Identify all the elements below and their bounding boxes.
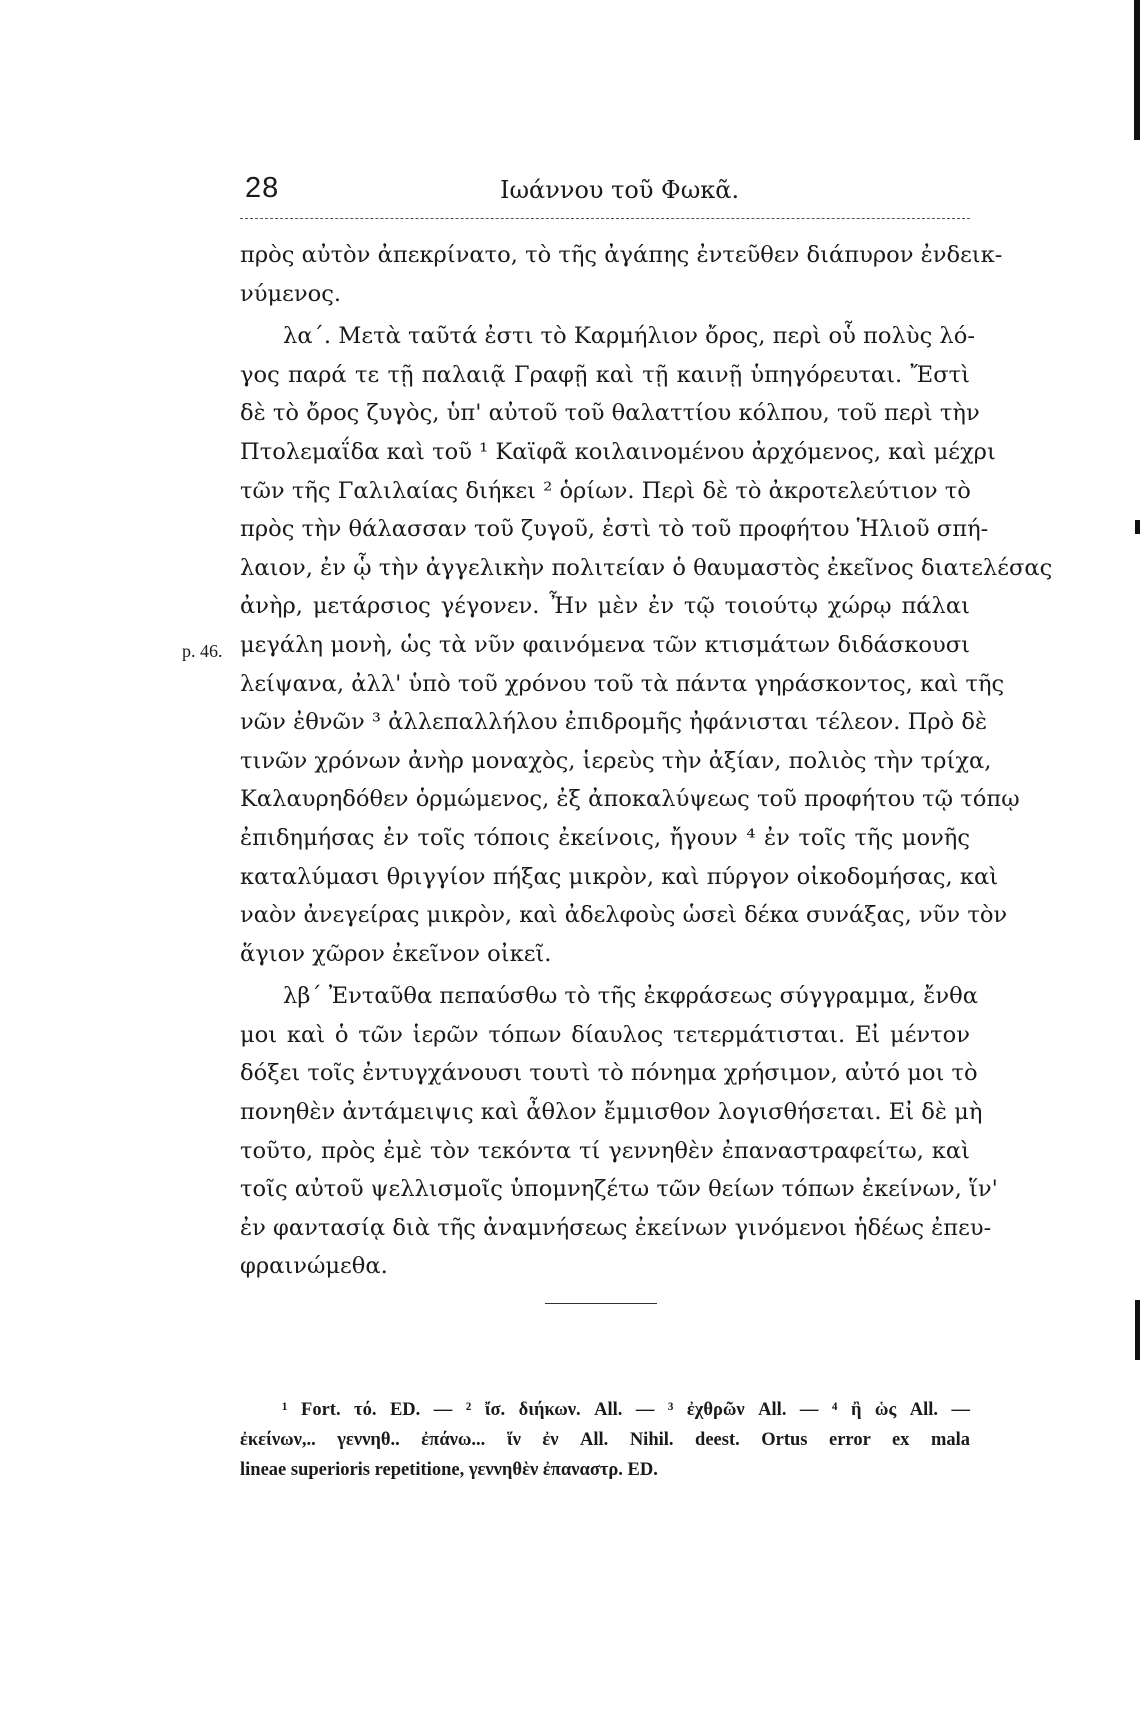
text-line: νῶν ἐθνῶν ³ ἀλλεπαλλήλου ἐπιδρομῆς ἠφάνισται τέλεον. Πρὸ δὲ [240,709,988,736]
text-line: ἐν φαντασίᾳ διὰ τῆς ἀναμνήσεως ἐκείνων γινόμενοι ἡδέως ἐπευ- [240,1214,992,1241]
text-line: ἐπιδημήσας ἐν τοῖς τόποις ἐκείνοις, ἤγουν ⁴ ἐν τοῖς τῆς μονῆς [240,824,970,851]
page-edge-mark [1135,1300,1140,1360]
page-edge-mark [1134,0,1140,140]
main-text [240,236,1053,1286]
text-line: νύμενος. [240,280,342,307]
header-rule [240,218,970,219]
text-line: γος παρά τε τῇ παλαιᾷ Γραφῇ καὶ τῇ καινῇ ὑπηγόρευται. Ἔστὶ [240,361,970,388]
text-line: ἅγιον χῶρον ἐκεῖνον οἰκεῖ. [240,940,552,967]
text-line: πρὸς αὐτὸν ἀπεκρίνατο, τὸ τῆς ἀγάπης ἐντεῦθεν διάπυρον ἐνδεικ- [240,242,1003,268]
text-line: Πτολεμαΐδα καὶ τοῦ ¹ Καϊφᾶ κοιλαινομένου ἀρχόμενος, καὶ μέχρι [240,438,996,465]
footnote-line: lineae superioris repetitione, γεννηθὲν ἐπαναστρ. ED. [240,1460,658,1480]
text-line: καταλύμασι θριγγίον πήξας μικρὸν, καὶ πύργον οἰκοδομήσας, καὶ [240,863,999,890]
text-line: Καλαυρηδόθεν ὁρμώμενος, ἐξ ἀποκαλύψεως τοῦ προφήτου τῷ τόπῳ [240,786,1020,813]
section-end-rule [545,1303,657,1304]
text-line: ναὸν ἀνεγείρας μικρὸν, καὶ ἀδελφοὺς ὡσεὶ δέκα συνάξας, νῦν τὸν [240,902,1008,929]
text-line: δόξει τοῖς ἐντυγχάνουσι τουτὶ τὸ πόνημα χρήσιμον, αὐτό μοι τὸ [240,1060,978,1087]
text-line: δὲ τὸ ὄρος ζυγὸς, ὑπ' αὐτοῦ τοῦ θαλαττίου κόλπου, τοῦ περὶ τὴν [240,400,980,427]
text-line: τοῦτο, πρὸς ἐμὲ τὸν τεκόντα τί γεννηθὲν ἐπαναστραφείτω, καὶ [240,1137,970,1164]
text-line: μοι καὶ ὁ τῶν ἱερῶν τόπων δίαυλος τετερμάτισται. Εἰ μέντον [240,1021,970,1048]
footnotes [240,1395,970,1485]
text-line: λα΄. Μετὰ ταῦτά ἐστι τὸ Καρμήλιον ὄρος, περὶ οὗ πολὺς λό- [283,323,975,350]
footnote-line: ἐκείνων,.. γεννηθ.. ἐπάνω... ἵν ἐν All. Nihil. deest. Ortus error ex mala [240,1430,970,1450]
footnote-line: ¹ Fort. τό. ED. — ² ἴσ. διήκων. All. — ³ ἐχθρῶν All. — ⁴ ἢ ὡς All. — [282,1400,970,1420]
page-number: 28 [245,172,280,204]
text-line: λείψανα, ἀλλ' ὑπὸ τοῦ χρόνου τοῦ τὰ πάντα γηράσκοντος, καὶ τῆς [240,670,1005,697]
text-line: πονηθὲν ἀντάμειψις καὶ ἆθλον ἔμμισθον λογισθήσεται. Εἰ δὲ μὴ [240,1099,983,1126]
text-line: τοῖς αὐτοῦ ψελλισμοῖς ὑπομνηζέτω τῶν θείων τόπων ἐκείνων, ἵν' [240,1176,998,1203]
text-line: ἀνὴρ, μετάρσιος γέγονεν. Ἦν μὲν ἐν τῷ τοιούτῳ χώρῳ πάλαι [240,593,970,620]
text-line: φραινώμεθα. [240,1253,388,1280]
text-line: τῶν τῆς Γαλιλαίας διήκει ² ὁρίων. Περὶ δὲ τὸ ἀκροτελεύτιον τὸ [240,477,971,504]
page-edge-mark [1135,520,1140,534]
text-line: τινῶν χρόνων ἀνὴρ μοναχὸς, ἱερεὺς τὴν ἀξίαν, πολιὸς τὴν τρίχα, [240,747,992,774]
text-line: λβ΄ Ἐνταῦθα πεπαύσθω τὸ τῆς ἐκφράσεως σύγγραμμα, ἔνθα [283,983,978,1010]
running-head: Ιωάννου τοῦ Φωκᾶ. [500,176,740,204]
text-line: μεγάλη μονὴ, ὡς τὰ νῦν φαινόμενα τῶν κτισμάτων διδάσκουσι [240,631,970,658]
margin-page-reference: p. 46. [182,641,223,661]
text-line: πρὸς τὴν θάλασσαν τοῦ ζυγοῦ, ἐστὶ τὸ τοῦ προφήτου Ἡλιοῦ σπή- [240,516,989,543]
text-line: λαιον, ἐν ᾧ τὴν ἀγγελικὴν πολιτείαν ὁ θαυμαστὸς ἐκεῖνος διατελέσας [240,554,1053,581]
